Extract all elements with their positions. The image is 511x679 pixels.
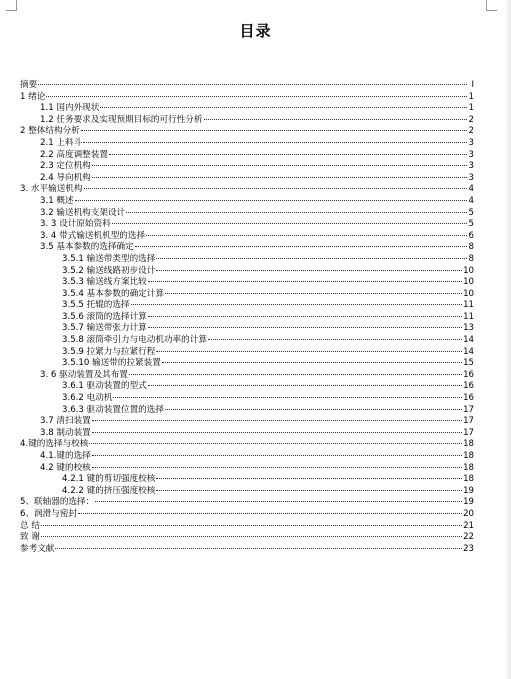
toc-entry-page-number: 18 [463, 462, 474, 473]
toc-entry[interactable] [20, 416, 474, 428]
toc-entry-page-number: 5 [468, 219, 474, 230]
toc-entry-page-number: 3 [468, 161, 474, 172]
toc-entry-label: 3. 水平输送机构 [20, 184, 83, 195]
toc-entry[interactable] [20, 370, 474, 382]
toc-entry-page-number: 1 [468, 91, 474, 102]
toc-entry-label: 3.5.4 基本参数的确定计算 [62, 288, 164, 299]
toc-entry[interactable] [20, 451, 474, 463]
toc-entry-page-number: 15 [463, 358, 474, 369]
toc-entry-page-number: 17 [463, 404, 474, 415]
toc-entry-label: 3.5.6 滚筒的选择计算 [62, 311, 147, 322]
toc-entry[interactable] [20, 486, 474, 498]
toc-entry-label: 4.2 键的校核 [40, 462, 91, 473]
toc-entry-page-number: 16 [463, 381, 474, 392]
toc-entry-label: 摘要 [20, 80, 38, 90]
toc-entry-page-number: 11 [463, 300, 474, 311]
toc-entry[interactable] [20, 126, 474, 138]
toc-entry-page-number: 19 [463, 485, 474, 496]
toc-dot-leader [84, 188, 468, 189]
toc-entry-label: 3.5.10 输送带的拉紧装置 [62, 358, 161, 369]
toc-entry[interactable] [20, 208, 474, 220]
toc-entry-page-number: 8 [468, 242, 474, 253]
toc-dot-leader [81, 130, 467, 131]
page-corner-mark-left [6, 0, 17, 11]
toc-entry-label: 3.2 输送机构支架设计 [40, 207, 126, 218]
toc-dot-leader [92, 177, 467, 178]
toc-entry[interactable] [20, 289, 474, 301]
toc-entry[interactable] [20, 405, 474, 417]
toc-dot-leader [131, 304, 462, 305]
toc-entry-page-number: 13 [463, 323, 474, 334]
toc-entry[interactable] [20, 80, 474, 92]
toc-entry[interactable] [20, 393, 474, 405]
toc-entry-label: 2.2 高度调整装置 [40, 149, 108, 160]
toc-dot-leader [165, 409, 462, 410]
toc-dot-leader [109, 154, 467, 155]
toc-entry-label: 4.2.2 键的挤压强度校核 [62, 485, 156, 496]
toc-entry-label: 4.键的选择与校核 [20, 439, 89, 450]
toc-entry[interactable] [20, 266, 474, 278]
toc-entry[interactable] [20, 544, 474, 556]
toc-entry-label: 3.6.3 驱动装置位置的选择 [62, 404, 164, 415]
toc-entry-label: 4.2.1 键的剪切强度校核 [62, 474, 156, 485]
toc-dot-leader [41, 536, 462, 537]
toc-entry-page-number: 11 [463, 311, 474, 322]
toc-entry-page-number: 3 [468, 137, 474, 148]
toc-entry-label: 1.1 国内外现状 [40, 103, 100, 114]
toc-entry[interactable] [20, 173, 474, 185]
toc-entry-label: 2.4 导向机构 [40, 172, 91, 183]
toc-entry-label: 3.6.2 电动机 [62, 393, 113, 404]
toc-entry-label: 参考文献 [20, 543, 55, 554]
toc-entry-label: 3.5 基本参数的选择确定 [40, 242, 134, 253]
toc-dot-leader [148, 385, 462, 386]
toc-entry-page-number: 8 [468, 253, 474, 264]
toc-entry-page-number: 17 [463, 416, 474, 427]
toc-dot-leader [92, 165, 467, 166]
toc-dot-leader [112, 223, 467, 224]
toc-dot-leader [83, 142, 467, 143]
toc-entry-page-number: 19 [463, 497, 474, 508]
toc-entry-label: 总 结 [20, 520, 40, 531]
page-edge-shadow [505, 0, 511, 679]
toc-entry-page-number: 10 [463, 288, 474, 299]
toc-entry-label: 4.1.键的选择 [40, 451, 91, 461]
toc-entry-label: 3.1 概述 [40, 195, 74, 206]
toc-entry-page-number: 1 [468, 103, 474, 114]
toc-dot-leader [126, 212, 467, 213]
toc-entry-label: 3.5.8 滚筒牵引力与电动机功率的计算 [62, 335, 207, 346]
toc-dot-leader [204, 119, 468, 120]
toc-entry-label: 2 整体结构分析 [20, 126, 80, 137]
toc-entry-page-number: 10 [463, 265, 474, 276]
toc-dot-leader [156, 270, 462, 271]
toc-entry-page-number: 3 [468, 149, 474, 160]
toc-dot-leader [100, 107, 467, 108]
toc-entry-page-number: 23 [463, 543, 474, 554]
toc-dot-leader [129, 374, 462, 375]
toc-dot-leader [135, 246, 467, 247]
toc-entry-label: 3.5.7 输送带张力计算 [62, 323, 147, 334]
toc-entry[interactable] [20, 439, 474, 451]
toc-dot-leader [92, 467, 462, 468]
toc-entry-page-number: 21 [463, 520, 474, 531]
toc-entry[interactable] [20, 103, 474, 115]
toc-entry[interactable] [20, 347, 474, 359]
toc-dot-leader [146, 235, 467, 236]
toc-entry-label: 3. 3 设计原始资料 [40, 219, 111, 230]
toc-entry[interactable] [20, 323, 474, 335]
toc-entry-label: 3.6.1 驱动装置的型式 [62, 381, 147, 392]
toc-dot-leader [55, 548, 462, 549]
toc-entry-page-number: 14 [463, 335, 474, 346]
toc-entry-label: 3.5.9 拉紧力与拉紧行程 [62, 346, 156, 357]
toc-entry-label: 2.1 上料斗 [40, 137, 83, 148]
toc-entry-page-number: 16 [463, 393, 474, 404]
toc-entry[interactable] [20, 381, 474, 393]
toc-entry-page-number: 4 [468, 195, 474, 206]
toc-dot-leader [148, 316, 462, 317]
toc-dot-leader [89, 443, 462, 444]
toc-dot-leader [92, 455, 462, 456]
toc-entry-page-number: 16 [463, 369, 474, 380]
toc-entry[interactable] [20, 242, 474, 254]
toc-entry-page-number: 20 [463, 508, 474, 519]
toc-dot-leader [78, 513, 462, 514]
toc-entry[interactable] [20, 196, 474, 208]
toc-entry[interactable] [20, 219, 474, 231]
toc-entry-label: 3.5.5 托辊的选择 [62, 300, 130, 311]
toc-entry-page-number: 18 [463, 439, 474, 450]
toc-entry[interactable] [20, 277, 474, 289]
toc-entry[interactable] [20, 138, 474, 150]
toc-entry[interactable] [20, 150, 474, 162]
toc-entry-page-number: 18 [463, 451, 474, 461]
toc-entry-label: 5、联轴器的选择： [20, 497, 95, 508]
toc-dot-leader [148, 327, 462, 328]
toc-dot-leader [75, 200, 467, 201]
toc-dot-leader [156, 351, 462, 352]
page-corner-mark-right [486, 0, 497, 11]
toc-dot-leader [113, 397, 462, 398]
toc-entry[interactable] [20, 115, 474, 127]
toc-entry-label: 3.5.1 输送带类型的选择 [62, 253, 156, 264]
toc-entry[interactable] [20, 254, 474, 266]
toc-dot-leader [156, 258, 467, 259]
toc-entry-label: 3.5.2 输送线路初步设计 [62, 265, 156, 276]
toc-entry[interactable] [20, 474, 474, 486]
toc-entry-label: 1.2 任务要求及实现预期目标的可行性分析 [40, 114, 203, 125]
toc-entry-label: 1 绪论 [20, 91, 46, 102]
toc-entry-page-number: 6 [468, 230, 474, 241]
toc-entry-page-number: 4 [468, 184, 474, 195]
toc-dot-leader [208, 339, 462, 340]
toc-entry-label: 致 谢 [20, 532, 40, 543]
toc-entry[interactable] [20, 184, 474, 196]
toc-entry-label: 3. 6 驱动装置及其布置 [40, 369, 128, 380]
toc-entry-page-number: 10 [463, 277, 474, 288]
toc-entry[interactable] [20, 231, 474, 243]
toc-entry-label: 3.8 制动装置 [40, 427, 91, 438]
toc-entry[interactable] [20, 300, 474, 312]
toc-entry-label: 2.3 定位机构 [40, 161, 91, 172]
toc-entry-page-number: 22 [463, 532, 474, 543]
toc-dot-leader [38, 84, 467, 85]
toc-entry-page-number: 2 [468, 126, 474, 137]
toc-entry-page-number: 17 [463, 427, 474, 438]
toc-entry[interactable] [20, 335, 474, 347]
toc-dot-leader [92, 432, 462, 433]
toc-entry[interactable] [20, 358, 474, 370]
toc-entry[interactable] [20, 509, 474, 521]
toc-entry-page-number: 3 [468, 172, 474, 183]
toc-entry-label: 6、润滑与密封 [20, 508, 78, 519]
table-of-contents [20, 80, 474, 555]
toc-entry-label: 3.7 清扫装置 [40, 416, 91, 427]
toc-entry[interactable] [20, 497, 474, 509]
toc-entry[interactable] [20, 521, 474, 533]
toc-dot-leader [92, 420, 462, 421]
toc-dot-leader [148, 281, 462, 282]
toc-dot-leader [156, 478, 462, 479]
toc-dot-leader [46, 96, 467, 97]
toc-dot-leader [41, 525, 462, 526]
toc-entry-label: 3.5.3 输送线方案比较 [62, 277, 147, 288]
toc-entry[interactable] [20, 463, 474, 475]
toc-entry[interactable] [20, 161, 474, 173]
toc-entry[interactable] [20, 428, 474, 440]
page-title: 目录 [239, 22, 272, 40]
toc-entry-page-number: 14 [463, 346, 474, 357]
toc-dot-leader [165, 293, 462, 294]
toc-dot-leader [156, 490, 462, 491]
toc-entry[interactable] [20, 532, 474, 544]
toc-dot-leader [162, 362, 462, 363]
toc-entry-page-number: 18 [463, 474, 474, 485]
toc-entry[interactable] [20, 312, 474, 324]
toc-entry-page-number: I [471, 80, 474, 90]
toc-entry-label: 3. 4 带式输送机机型的选择 [40, 230, 146, 241]
toc-entry[interactable] [20, 92, 474, 104]
toc-entry-page-number: 2 [468, 114, 474, 125]
toc-entry-page-number: 5 [468, 207, 474, 218]
toc-dot-leader [95, 501, 462, 502]
